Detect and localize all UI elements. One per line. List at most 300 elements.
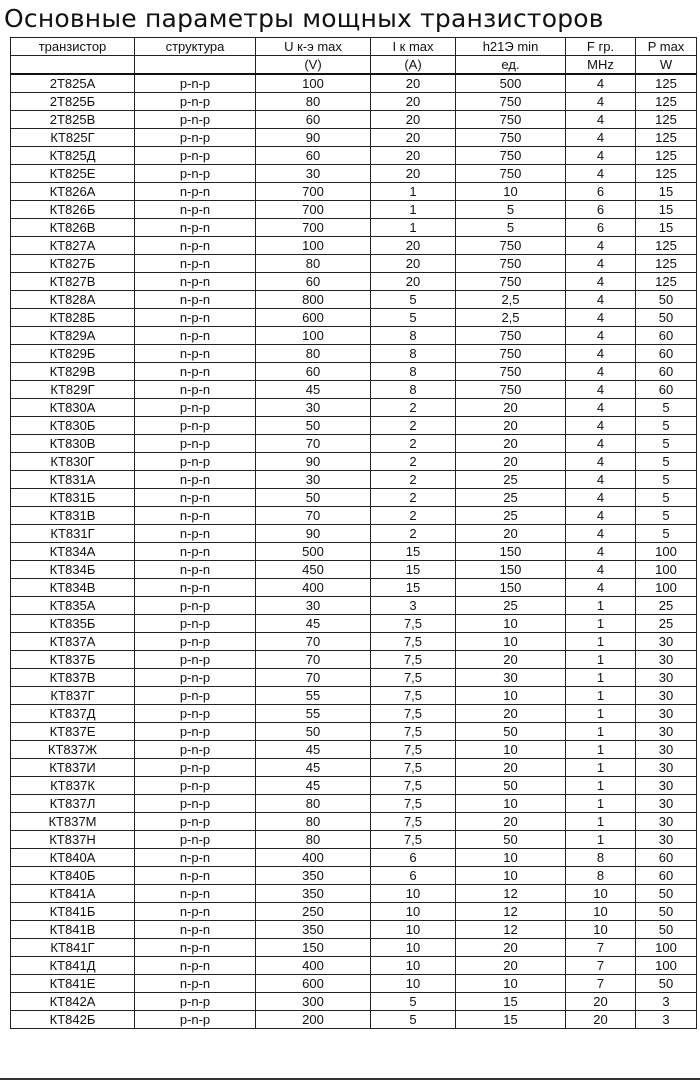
cell-transistor: КТ837К [11, 777, 135, 795]
cell-ic-max: 8 [371, 345, 456, 363]
cell-ic-max: 7,5 [371, 741, 456, 759]
cell-f-gr: 1 [566, 687, 636, 705]
cell-h21e-min: 750 [456, 237, 566, 255]
cell-structure: p-n-p [135, 129, 256, 147]
cell-ic-max: 2 [371, 453, 456, 471]
cell-transistor: КТ830В [11, 435, 135, 453]
cell-f-gr: 4 [566, 399, 636, 417]
cell-p-max: 30 [636, 705, 697, 723]
table-row [11, 345, 697, 363]
cell-h21e-min: 10 [456, 183, 566, 201]
cell-f-gr: 4 [566, 237, 636, 255]
cell-h21e-min: 20 [456, 435, 566, 453]
cell-transistor: КТ831Б [11, 489, 135, 507]
cell-h21e-min: 10 [456, 975, 566, 993]
unit-transistor [11, 56, 135, 75]
unit-ic-max: (A) [371, 56, 456, 75]
cell-f-gr: 1 [566, 615, 636, 633]
cell-u-ce-max: 60 [256, 363, 371, 381]
cell-structure: p-n-p [135, 615, 256, 633]
table-body [11, 74, 697, 1029]
cell-ic-max: 7,5 [371, 615, 456, 633]
cell-h21e-min: 20 [456, 651, 566, 669]
cell-ic-max: 15 [371, 579, 456, 597]
cell-u-ce-max: 45 [256, 759, 371, 777]
table-row [11, 669, 697, 687]
cell-transistor: 2Т825Б [11, 93, 135, 111]
cell-ic-max: 5 [371, 309, 456, 327]
cell-h21e-min: 150 [456, 561, 566, 579]
cell-transistor: КТ837Ж [11, 741, 135, 759]
unit-f-gr: MHz [566, 56, 636, 75]
cell-ic-max: 1 [371, 201, 456, 219]
cell-p-max: 5 [636, 507, 697, 525]
cell-structure: n-p-n [135, 543, 256, 561]
cell-transistor: КТ841А [11, 885, 135, 903]
bottom-rule [0, 1078, 700, 1080]
cell-ic-max: 10 [371, 957, 456, 975]
table-row [11, 471, 697, 489]
table-row [11, 93, 697, 111]
cell-h21e-min: 50 [456, 831, 566, 849]
cell-ic-max: 20 [371, 93, 456, 111]
cell-p-max: 30 [636, 741, 697, 759]
cell-p-max: 5 [636, 471, 697, 489]
cell-transistor: КТ829Б [11, 345, 135, 363]
table-row [11, 597, 697, 615]
cell-ic-max: 2 [371, 489, 456, 507]
cell-f-gr: 4 [566, 561, 636, 579]
table-row [11, 291, 697, 309]
cell-transistor: КТ841Б [11, 903, 135, 921]
cell-p-max: 5 [636, 525, 697, 543]
cell-structure: p-n-p [135, 74, 256, 93]
cell-ic-max: 7,5 [371, 759, 456, 777]
cell-u-ce-max: 250 [256, 903, 371, 921]
cell-u-ce-max: 300 [256, 993, 371, 1011]
cell-u-ce-max: 80 [256, 831, 371, 849]
cell-f-gr: 10 [566, 885, 636, 903]
cell-h21e-min: 2,5 [456, 309, 566, 327]
cell-p-max: 15 [636, 201, 697, 219]
cell-f-gr: 4 [566, 165, 636, 183]
cell-h21e-min: 10 [456, 741, 566, 759]
cell-h21e-min: 15 [456, 993, 566, 1011]
cell-p-max: 100 [636, 561, 697, 579]
cell-f-gr: 7 [566, 957, 636, 975]
cell-f-gr: 1 [566, 651, 636, 669]
cell-structure: n-p-n [135, 471, 256, 489]
cell-ic-max: 10 [371, 939, 456, 957]
cell-transistor: КТ825Д [11, 147, 135, 165]
cell-p-max: 125 [636, 255, 697, 273]
cell-u-ce-max: 60 [256, 147, 371, 165]
cell-p-max: 100 [636, 579, 697, 597]
cell-f-gr: 4 [566, 273, 636, 291]
cell-ic-max: 7,5 [371, 669, 456, 687]
cell-h21e-min: 25 [456, 471, 566, 489]
cell-transistor: КТ827В [11, 273, 135, 291]
cell-transistor: 2Т825А [11, 74, 135, 93]
cell-f-gr: 1 [566, 813, 636, 831]
cell-structure: n-p-n [135, 309, 256, 327]
cell-p-max: 30 [636, 669, 697, 687]
cell-structure: p-n-p [135, 723, 256, 741]
cell-structure: p-n-p [135, 165, 256, 183]
cell-transistor: КТ830Б [11, 417, 135, 435]
cell-h21e-min: 20 [456, 813, 566, 831]
cell-structure: n-p-n [135, 849, 256, 867]
cell-transistor: КТ837Д [11, 705, 135, 723]
cell-p-max: 60 [636, 849, 697, 867]
cell-p-max: 50 [636, 903, 697, 921]
header-transistor: транзистор [11, 38, 135, 56]
table-row [11, 525, 697, 543]
cell-structure: p-n-p [135, 759, 256, 777]
cell-ic-max: 20 [371, 147, 456, 165]
cell-transistor: КТ837И [11, 759, 135, 777]
cell-f-gr: 1 [566, 633, 636, 651]
transistor-parameters-table [10, 37, 697, 1029]
cell-f-gr: 4 [566, 543, 636, 561]
cell-u-ce-max: 400 [256, 849, 371, 867]
cell-h21e-min: 750 [456, 345, 566, 363]
cell-transistor: КТ825Е [11, 165, 135, 183]
unit-u-ce-max: (V) [256, 56, 371, 75]
cell-p-max: 30 [636, 813, 697, 831]
cell-u-ce-max: 70 [256, 435, 371, 453]
cell-p-max: 60 [636, 345, 697, 363]
cell-ic-max: 7,5 [371, 831, 456, 849]
cell-h21e-min: 750 [456, 381, 566, 399]
cell-ic-max: 2 [371, 399, 456, 417]
cell-u-ce-max: 600 [256, 975, 371, 993]
cell-h21e-min: 750 [456, 129, 566, 147]
unit-h21e-min: ед. [456, 56, 566, 75]
cell-transistor: КТ834А [11, 543, 135, 561]
cell-h21e-min: 25 [456, 507, 566, 525]
cell-transistor: КТ837Л [11, 795, 135, 813]
cell-transistor: КТ835А [11, 597, 135, 615]
cell-u-ce-max: 700 [256, 219, 371, 237]
table-row [11, 111, 697, 129]
cell-structure: p-n-p [135, 777, 256, 795]
cell-transistor: КТ841Г [11, 939, 135, 957]
cell-transistor: КТ837А [11, 633, 135, 651]
cell-f-gr: 4 [566, 255, 636, 273]
cell-h21e-min: 10 [456, 633, 566, 651]
cell-structure: n-p-n [135, 345, 256, 363]
cell-p-max: 15 [636, 219, 697, 237]
cell-h21e-min: 150 [456, 579, 566, 597]
cell-h21e-min: 12 [456, 903, 566, 921]
cell-transistor: КТ834В [11, 579, 135, 597]
cell-p-max: 50 [636, 291, 697, 309]
cell-structure: p-n-p [135, 597, 256, 615]
cell-f-gr: 6 [566, 183, 636, 201]
cell-transistor: КТ840Б [11, 867, 135, 885]
cell-ic-max: 7,5 [371, 687, 456, 705]
cell-f-gr: 1 [566, 705, 636, 723]
cell-transistor: КТ827А [11, 237, 135, 255]
cell-p-max: 30 [636, 795, 697, 813]
table-row [11, 777, 697, 795]
table-row [11, 633, 697, 651]
cell-structure: p-n-p [135, 669, 256, 687]
cell-ic-max: 20 [371, 165, 456, 183]
cell-u-ce-max: 60 [256, 111, 371, 129]
cell-ic-max: 7,5 [371, 633, 456, 651]
cell-ic-max: 7,5 [371, 705, 456, 723]
cell-f-gr: 1 [566, 741, 636, 759]
cell-u-ce-max: 90 [256, 525, 371, 543]
cell-p-max: 5 [636, 489, 697, 507]
table-row [11, 615, 697, 633]
cell-h21e-min: 20 [456, 399, 566, 417]
table-row [11, 489, 697, 507]
cell-ic-max: 20 [371, 237, 456, 255]
cell-ic-max: 3 [371, 597, 456, 615]
cell-h21e-min: 5 [456, 201, 566, 219]
cell-p-max: 100 [636, 957, 697, 975]
table-row [11, 129, 697, 147]
cell-h21e-min: 750 [456, 147, 566, 165]
cell-h21e-min: 750 [456, 363, 566, 381]
cell-f-gr: 7 [566, 975, 636, 993]
cell-h21e-min: 25 [456, 597, 566, 615]
cell-ic-max: 8 [371, 363, 456, 381]
cell-u-ce-max: 70 [256, 507, 371, 525]
cell-ic-max: 7,5 [371, 723, 456, 741]
cell-transistor: КТ828А [11, 291, 135, 309]
cell-structure: p-n-p [135, 993, 256, 1011]
cell-structure: p-n-p [135, 795, 256, 813]
cell-p-max: 50 [636, 975, 697, 993]
cell-transistor: КТ841Е [11, 975, 135, 993]
cell-u-ce-max: 400 [256, 957, 371, 975]
cell-ic-max: 7,5 [371, 777, 456, 795]
cell-u-ce-max: 350 [256, 885, 371, 903]
header-u-ce-max: U к-э max [256, 38, 371, 56]
table-row [11, 687, 697, 705]
cell-structure: p-n-p [135, 741, 256, 759]
cell-structure: p-n-p [135, 651, 256, 669]
cell-ic-max: 7,5 [371, 651, 456, 669]
cell-p-max: 125 [636, 111, 697, 129]
cell-transistor: КТ826Б [11, 201, 135, 219]
table-row [11, 795, 697, 813]
cell-ic-max: 10 [371, 921, 456, 939]
cell-h21e-min: 50 [456, 777, 566, 795]
cell-f-gr: 4 [566, 129, 636, 147]
cell-structure: n-p-n [135, 291, 256, 309]
cell-h21e-min: 750 [456, 255, 566, 273]
cell-transistor: 2Т825В [11, 111, 135, 129]
cell-h21e-min: 750 [456, 93, 566, 111]
cell-u-ce-max: 70 [256, 669, 371, 687]
cell-f-gr: 1 [566, 723, 636, 741]
cell-ic-max: 20 [371, 74, 456, 93]
cell-ic-max: 10 [371, 903, 456, 921]
cell-u-ce-max: 600 [256, 309, 371, 327]
cell-u-ce-max: 400 [256, 579, 371, 597]
cell-u-ce-max: 50 [256, 417, 371, 435]
cell-ic-max: 2 [371, 435, 456, 453]
cell-f-gr: 1 [566, 597, 636, 615]
cell-p-max: 100 [636, 939, 697, 957]
table-row [11, 183, 697, 201]
cell-p-max: 125 [636, 237, 697, 255]
cell-u-ce-max: 90 [256, 129, 371, 147]
cell-p-max: 100 [636, 543, 697, 561]
cell-ic-max: 2 [371, 417, 456, 435]
header-ic-max: I к max [371, 38, 456, 56]
cell-transistor: КТ830А [11, 399, 135, 417]
table-row [11, 255, 697, 273]
cell-structure: n-p-n [135, 507, 256, 525]
cell-f-gr: 4 [566, 453, 636, 471]
cell-h21e-min: 10 [456, 795, 566, 813]
cell-p-max: 60 [636, 381, 697, 399]
cell-transistor: КТ837Б [11, 651, 135, 669]
cell-u-ce-max: 500 [256, 543, 371, 561]
cell-h21e-min: 750 [456, 165, 566, 183]
cell-p-max: 3 [636, 1011, 697, 1029]
page-title: Основные параметры мощных транзисторов [4, 4, 604, 33]
cell-structure: n-p-n [135, 273, 256, 291]
table-row [11, 903, 697, 921]
cell-transistor: КТ825Г [11, 129, 135, 147]
cell-p-max: 25 [636, 615, 697, 633]
cell-u-ce-max: 100 [256, 237, 371, 255]
cell-p-max: 3 [636, 993, 697, 1011]
cell-h21e-min: 20 [456, 417, 566, 435]
table-row [11, 381, 697, 399]
cell-f-gr: 4 [566, 363, 636, 381]
cell-u-ce-max: 700 [256, 201, 371, 219]
cell-u-ce-max: 150 [256, 939, 371, 957]
cell-structure: n-p-n [135, 867, 256, 885]
cell-transistor: КТ837М [11, 813, 135, 831]
cell-ic-max: 8 [371, 327, 456, 345]
table-row [11, 219, 697, 237]
cell-f-gr: 4 [566, 93, 636, 111]
cell-h21e-min: 500 [456, 74, 566, 93]
cell-p-max: 125 [636, 273, 697, 291]
cell-u-ce-max: 70 [256, 633, 371, 651]
cell-u-ce-max: 45 [256, 381, 371, 399]
cell-f-gr: 4 [566, 435, 636, 453]
cell-transistor: КТ841Д [11, 957, 135, 975]
cell-f-gr: 1 [566, 795, 636, 813]
cell-f-gr: 4 [566, 579, 636, 597]
cell-u-ce-max: 700 [256, 183, 371, 201]
cell-p-max: 60 [636, 363, 697, 381]
cell-h21e-min: 50 [456, 723, 566, 741]
cell-structure: n-p-n [135, 939, 256, 957]
cell-u-ce-max: 45 [256, 741, 371, 759]
cell-transistor: КТ840А [11, 849, 135, 867]
cell-h21e-min: 20 [456, 759, 566, 777]
header-f-gr: F гр. [566, 38, 636, 56]
cell-transistor: КТ828Б [11, 309, 135, 327]
cell-transistor: КТ831А [11, 471, 135, 489]
cell-structure: n-p-n [135, 255, 256, 273]
cell-ic-max: 2 [371, 507, 456, 525]
cell-structure: n-p-n [135, 561, 256, 579]
cell-ic-max: 10 [371, 885, 456, 903]
cell-ic-max: 15 [371, 561, 456, 579]
cell-ic-max: 5 [371, 1011, 456, 1029]
table-row [11, 741, 697, 759]
cell-u-ce-max: 30 [256, 597, 371, 615]
cell-u-ce-max: 45 [256, 615, 371, 633]
table-row [11, 399, 697, 417]
cell-transistor: КТ837Н [11, 831, 135, 849]
cell-structure: p-n-p [135, 435, 256, 453]
cell-p-max: 30 [636, 777, 697, 795]
header-row [11, 38, 697, 56]
cell-p-max: 15 [636, 183, 697, 201]
cell-structure: p-n-p [135, 1011, 256, 1029]
table-row [11, 453, 697, 471]
cell-p-max: 25 [636, 597, 697, 615]
cell-structure: n-p-n [135, 579, 256, 597]
cell-f-gr: 7 [566, 939, 636, 957]
cell-u-ce-max: 800 [256, 291, 371, 309]
table-row [11, 237, 697, 255]
cell-structure: p-n-p [135, 399, 256, 417]
header-p-max: P max [636, 38, 697, 56]
cell-transistor: КТ834Б [11, 561, 135, 579]
cell-p-max: 5 [636, 399, 697, 417]
cell-f-gr: 4 [566, 417, 636, 435]
cell-f-gr: 20 [566, 993, 636, 1011]
cell-u-ce-max: 100 [256, 327, 371, 345]
cell-transistor: КТ837Е [11, 723, 135, 741]
table-row [11, 939, 697, 957]
cell-u-ce-max: 55 [256, 705, 371, 723]
table-row [11, 309, 697, 327]
cell-f-gr: 4 [566, 309, 636, 327]
cell-h21e-min: 25 [456, 489, 566, 507]
cell-ic-max: 20 [371, 273, 456, 291]
cell-u-ce-max: 450 [256, 561, 371, 579]
table-row [11, 1011, 697, 1029]
table-row [11, 849, 697, 867]
cell-f-gr: 8 [566, 867, 636, 885]
unit-structure [135, 56, 256, 75]
cell-structure: p-n-p [135, 687, 256, 705]
header-h21e-min: h21Э min [456, 38, 566, 56]
cell-h21e-min: 30 [456, 669, 566, 687]
cell-u-ce-max: 30 [256, 471, 371, 489]
cell-structure: p-n-p [135, 705, 256, 723]
cell-structure: n-p-n [135, 219, 256, 237]
table-row [11, 921, 697, 939]
cell-p-max: 30 [636, 651, 697, 669]
table-row [11, 957, 697, 975]
cell-ic-max: 20 [371, 111, 456, 129]
cell-u-ce-max: 55 [256, 687, 371, 705]
table-row [11, 363, 697, 381]
cell-ic-max: 1 [371, 183, 456, 201]
cell-h21e-min: 10 [456, 849, 566, 867]
cell-ic-max: 20 [371, 129, 456, 147]
cell-f-gr: 4 [566, 507, 636, 525]
cell-f-gr: 4 [566, 345, 636, 363]
cell-p-max: 30 [636, 723, 697, 741]
